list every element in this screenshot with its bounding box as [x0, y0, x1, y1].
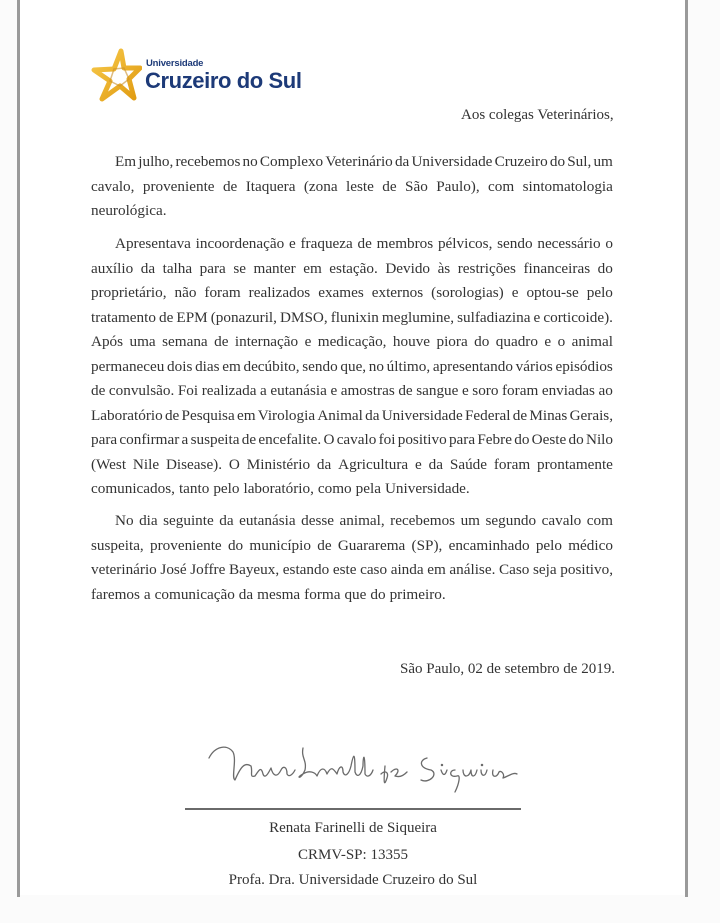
word: da — [428, 455, 443, 473]
word: meglumine, — [381, 308, 455, 326]
word: fraqueza — [300, 235, 353, 252]
word: Nile — [132, 455, 160, 473]
word: recebemos — [390, 512, 456, 529]
word: dias — [195, 357, 220, 375]
word: foram — [502, 382, 539, 399]
letter-date: São Paulo, 02 de setembro de 2019. — [400, 661, 615, 677]
word: Em — [115, 153, 137, 170]
word: no — [242, 153, 258, 170]
word: neurológica. — [91, 202, 167, 219]
word: para — [199, 259, 226, 277]
word: de — [241, 431, 257, 448]
word: Universidade. — [384, 480, 470, 497]
word: cavalo, — [91, 177, 135, 195]
word: um — [460, 512, 480, 529]
word: ao — [598, 382, 613, 399]
word: leste — [346, 177, 374, 195]
logo-title-text: Cruzeiro do Sul — [145, 68, 302, 93]
text-line — [91, 281, 613, 306]
word: da — [365, 406, 380, 424]
text-line — [91, 379, 613, 404]
word: (West — [91, 455, 127, 473]
word: da — [219, 512, 234, 529]
word: foram — [493, 455, 531, 473]
word: Após — [91, 333, 124, 350]
word: Animal — [317, 406, 363, 424]
word: no — [368, 357, 384, 375]
word: financeiras — [523, 259, 591, 277]
word: auxílio — [91, 259, 134, 277]
text-line — [91, 330, 613, 355]
word: permaneceu — [91, 357, 165, 375]
word: em — [427, 561, 446, 578]
word: da — [316, 455, 332, 473]
word: (ponazuril, — [210, 308, 277, 326]
text-line — [91, 150, 613, 175]
word: Laboratório — [91, 406, 163, 424]
text-line — [91, 509, 613, 534]
signer-registration: CRMV-SP: 13355 — [298, 847, 408, 863]
word: internação — [234, 333, 299, 350]
word: mesma — [257, 585, 301, 603]
word: Foi — [177, 382, 199, 399]
word: (zona — [303, 177, 338, 195]
text-line — [91, 583, 613, 608]
word: houve — [392, 333, 431, 350]
word: e — [511, 284, 519, 301]
word: enviadas — [541, 382, 595, 399]
word: do — [568, 431, 584, 448]
word: laboratório, — [243, 480, 314, 497]
word: município — [249, 536, 311, 554]
word: externos — [371, 284, 424, 301]
word: Complexo — [259, 153, 324, 170]
word: que — [344, 585, 367, 603]
word: membros — [376, 235, 434, 252]
word: de — [159, 308, 174, 326]
word: ainda — [390, 561, 424, 578]
word: faremos — [91, 585, 140, 603]
word: Federal — [464, 406, 511, 424]
word: de — [214, 333, 229, 350]
page-border-right — [685, 0, 688, 897]
word: em — [222, 357, 241, 375]
text-line — [91, 428, 613, 453]
word: comunicação — [154, 585, 235, 603]
word: caso — [360, 561, 388, 578]
word: Devido — [385, 259, 431, 277]
text-line — [91, 306, 613, 331]
word: positivo — [397, 431, 447, 448]
word: a — [181, 431, 189, 448]
word: Febre — [477, 431, 512, 448]
word: para — [448, 431, 476, 448]
word: proveniente — [149, 536, 222, 554]
text-line — [91, 257, 613, 282]
logo-small-text: Universidade — [146, 58, 204, 69]
word: eutanásia — [270, 382, 327, 399]
word: com — [586, 512, 613, 529]
word: a — [143, 585, 151, 603]
word: proprietário, — [91, 284, 167, 301]
word: se — [233, 259, 246, 277]
word: o — [557, 333, 566, 350]
word: (SP), — [411, 536, 443, 554]
word: sulfadiazina — [457, 308, 531, 326]
word: do — [370, 585, 386, 603]
signature-line — [185, 808, 521, 810]
word: cavalo — [541, 512, 582, 529]
word: José — [160, 561, 187, 578]
word: encaminhado — [448, 536, 530, 554]
word: de — [382, 177, 397, 195]
word: prontamente — [537, 455, 613, 473]
word: tratamento — [91, 308, 156, 326]
word: não — [174, 284, 197, 301]
word: flunixin — [330, 308, 379, 326]
word: O — [228, 455, 240, 473]
word: incoordenação — [195, 235, 285, 252]
handwritten-signature — [205, 736, 525, 796]
word: decúbito, — [243, 357, 300, 375]
word: pelo — [535, 536, 562, 554]
word: vários — [515, 357, 553, 375]
word: restrições — [457, 259, 516, 277]
text-line — [91, 558, 613, 583]
word: talha — [162, 259, 193, 277]
word: Veterinário — [325, 153, 393, 170]
word: Pesquisa — [181, 406, 235, 424]
word: cavalo — [336, 431, 377, 448]
word: suspeita — [190, 431, 240, 448]
word: comunicados, — [91, 480, 175, 497]
word: foram — [204, 284, 241, 301]
word: de — [317, 536, 332, 554]
word: sangue — [416, 382, 459, 399]
word: do — [474, 333, 490, 350]
word: encefalite. — [258, 431, 322, 448]
word: Cruzeiro — [494, 153, 548, 170]
word: Saúde — [449, 455, 487, 473]
word: do — [549, 153, 566, 170]
word: No — [115, 512, 134, 529]
page-border-left — [17, 0, 20, 897]
text-line — [91, 199, 613, 224]
word: e — [330, 382, 338, 399]
word: o — [605, 235, 613, 252]
word: último, — [386, 357, 431, 375]
word: um — [593, 153, 613, 170]
word: EPM — [176, 308, 208, 326]
university-logo — [90, 48, 310, 104]
word: Apresentava — [115, 235, 191, 252]
text-line — [91, 477, 613, 502]
word: e — [533, 308, 541, 326]
word: de — [91, 382, 106, 399]
word: Ministério — [246, 455, 311, 473]
word: do — [514, 431, 530, 448]
word: forma — [304, 585, 341, 603]
salutation: Aos colegas Veterinários, — [461, 107, 614, 123]
text-line — [91, 534, 613, 559]
word: do — [227, 536, 244, 554]
word: pelo — [213, 480, 240, 497]
word: exames — [318, 284, 364, 301]
word: piora — [436, 333, 468, 350]
word: animal, — [339, 512, 385, 529]
word: Paulo), — [436, 177, 480, 195]
text-line — [91, 355, 613, 380]
word: positivo, — [560, 561, 613, 578]
word: de — [398, 382, 413, 399]
word: em — [303, 259, 322, 277]
word: a — [260, 382, 267, 399]
word: como — [317, 480, 352, 497]
word: necessário — [537, 235, 601, 252]
word: Sul, — [567, 153, 592, 170]
word: realizada — [201, 382, 257, 399]
signer-title: Profa. Dra. Universidade Cruzeiro do Sul — [228, 872, 478, 888]
text-line — [91, 404, 613, 429]
word: e — [415, 455, 422, 473]
word: proveniente — [142, 177, 215, 195]
paragraph-2 — [91, 232, 613, 502]
word: uma — [129, 333, 156, 350]
word: convulsão. — [108, 382, 175, 399]
word: DMSO, — [280, 308, 328, 326]
word: sintomatologia — [522, 177, 613, 195]
word: sendo — [497, 235, 533, 252]
word: eutanásia — [239, 512, 296, 529]
word: Universidade — [411, 153, 493, 170]
star-icon — [90, 48, 142, 102]
word: corticoide). — [543, 308, 613, 326]
word: (sorologias) — [431, 284, 504, 301]
word: Virologia — [257, 406, 316, 424]
word: médico — [568, 536, 613, 554]
word: Itaquera — [245, 177, 296, 195]
word: semana — [162, 333, 208, 350]
word: apresentando — [432, 357, 513, 375]
word: sendo — [302, 357, 338, 375]
word: Oeste — [531, 431, 567, 448]
text-line — [91, 232, 613, 257]
word: estando — [282, 561, 330, 578]
word: da — [394, 153, 410, 170]
word: São — [405, 177, 428, 195]
word: episódios — [555, 357, 613, 375]
word: da — [140, 259, 156, 277]
word: Minas — [529, 406, 568, 424]
word: e — [544, 333, 552, 350]
word: animal — [571, 333, 613, 350]
signer-name: Renata Farinelli de Siqueira — [269, 820, 437, 836]
word: confirmar — [119, 431, 180, 448]
text-line — [91, 175, 613, 200]
word: dia — [139, 512, 158, 529]
word: primeiro. — [389, 585, 446, 603]
word: veterinário — [91, 561, 157, 578]
word: que, — [340, 357, 367, 375]
word: e — [304, 333, 312, 350]
word: julho, — [138, 153, 174, 170]
word: dois — [167, 357, 193, 375]
paragraph-3 — [91, 509, 613, 607]
word: Nilo — [585, 431, 613, 448]
word: Bayeux, — [228, 561, 280, 578]
word: recebemos — [175, 153, 241, 170]
word: realizados — [248, 284, 311, 301]
word: Agricultura — [338, 455, 409, 473]
word: e — [461, 382, 469, 399]
word: segundo — [485, 512, 537, 529]
paragraph-1 — [91, 150, 613, 224]
word: e — [288, 235, 296, 252]
word: Universidade — [381, 406, 463, 424]
word: soro — [472, 382, 499, 399]
word: pelo — [586, 284, 613, 301]
word: de — [357, 235, 372, 252]
word: medicação, — [317, 333, 387, 350]
word: foi — [378, 431, 396, 448]
word: pela — [355, 480, 381, 497]
word: suspeita, — [91, 536, 144, 554]
word: manter — [253, 259, 296, 277]
word: da — [238, 585, 254, 603]
word: tanto — [178, 480, 210, 497]
word: de — [512, 406, 528, 424]
word: de — [164, 406, 180, 424]
word: pélvicos, — [437, 235, 493, 252]
word: Disease). — [165, 455, 223, 473]
word: quadro — [495, 333, 538, 350]
word: Gerais, — [569, 406, 613, 424]
word: Guararema — [337, 536, 406, 554]
text-line — [91, 453, 613, 478]
word: desse — [301, 512, 335, 529]
word: análise. — [449, 561, 496, 578]
word: para — [91, 431, 118, 448]
word: do — [597, 259, 613, 277]
word: optou-se — [526, 284, 579, 301]
word: em — [236, 406, 256, 424]
word: amostras — [340, 382, 395, 399]
word: Caso — [499, 561, 530, 578]
word: de — [222, 177, 238, 195]
word: com — [488, 177, 515, 195]
word: este — [332, 561, 357, 578]
word: às — [437, 259, 451, 277]
word: Joffre — [190, 561, 226, 578]
word: estação. — [329, 259, 378, 277]
word: seja — [533, 561, 557, 578]
word: O — [323, 431, 335, 448]
word: seguinte — [163, 512, 214, 529]
